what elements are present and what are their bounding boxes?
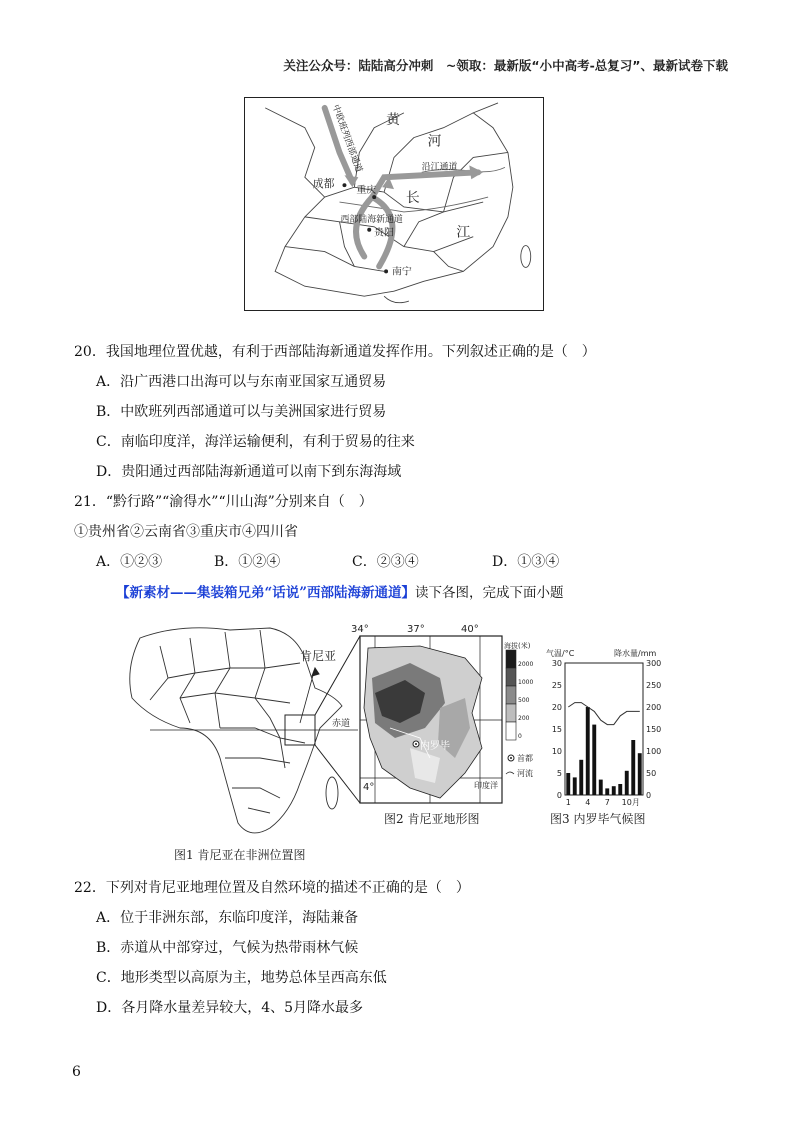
- elev-500: 500: [518, 697, 530, 704]
- elev-200: 200: [518, 715, 530, 722]
- label-guiyang: 贵阳: [374, 227, 394, 239]
- q20-option-d[interactable]: D．贵阳通过西部陆海新通道可以南下到东海海域: [96, 464, 402, 480]
- month-tick: 7: [604, 798, 610, 807]
- q22-stem: 22．下列对肯尼亚地理位置及自然环境的描述不正确的是（ ）: [74, 880, 470, 896]
- precip-bar-6: [599, 780, 603, 795]
- elev-1000: 1000: [518, 679, 534, 686]
- precip-axis-title: 降水量/mm: [614, 649, 657, 658]
- legend-capital: 首都: [517, 754, 533, 763]
- lat-4: 4°: [363, 782, 375, 793]
- equator-label: 赤道: [332, 719, 351, 729]
- q20-option-c[interactable]: C．南临印度洋，海洋运输便利，有利于贸易的往来: [96, 434, 415, 450]
- q21-stem: 21．“黔行路”“渝得水”“川山海”分别来自（ ）: [74, 494, 373, 510]
- temperature-line: [568, 703, 640, 725]
- q21-options: [96, 552, 596, 572]
- label-jiang: 江: [456, 224, 471, 241]
- temp-tick: 20: [551, 703, 562, 712]
- kenya-label: 肯尼亚: [300, 649, 337, 663]
- precip-tick: 0: [646, 791, 652, 800]
- legend-river: 河流: [517, 769, 533, 778]
- precip-bar-3: [579, 760, 583, 795]
- page-header: 关注公众号：陆陆高分冲刺 ~领取：最新版“小中高考-总复习”、最新试卷下载: [283, 58, 728, 73]
- fig2-caption: 图2 肯尼亚地形图: [384, 812, 480, 826]
- q21-option-a[interactable]: A．①②③: [96, 554, 163, 570]
- lon-40: 40°: [461, 624, 479, 635]
- q20-option-a[interactable]: A．沿广西港口出海可以与东南亚国家互通贸易: [96, 374, 387, 390]
- material-intro: [116, 583, 564, 603]
- precip-tick: 100: [646, 747, 662, 756]
- precip-tick: 200: [646, 703, 662, 712]
- q22-option-d[interactable]: D．各月降水量差异较大，4、5月降水最多: [96, 1000, 364, 1016]
- label-yanjiang: 沿江通道: [421, 162, 458, 173]
- lon-37: 37°: [407, 624, 425, 635]
- ocean-label: 印度洋: [474, 781, 498, 790]
- label-chang: 长: [405, 190, 420, 207]
- kenya-terrain-map: [351, 624, 533, 803]
- precip-bar-9: [618, 784, 622, 795]
- elev-title: 海拔(米): [504, 642, 531, 650]
- material-title: 【新素材——集装箱兄弟“话说”西部陆海新通道】: [116, 585, 416, 601]
- elev-2000: 2000: [518, 661, 534, 668]
- q21-option-d[interactable]: D．①③④: [492, 554, 560, 570]
- q20-option-b[interactable]: B．中欧班列西部通道可以与美洲国家进行贸易: [96, 404, 387, 420]
- nairobi-climate-chart: [546, 648, 661, 807]
- label-chengdu: 成都: [312, 177, 335, 191]
- q22-option-b[interactable]: B．赤道从中部穿过，气候为热带雨林气候: [96, 940, 359, 956]
- month-tick: 1: [565, 798, 571, 807]
- page-number: 6: [72, 1064, 81, 1080]
- label-huang: 黄: [386, 111, 400, 128]
- q20-stem: 20．我国地理位置优越，有利于西部陆海新通道发挥作用。下列叙述正确的是（ ）: [74, 344, 596, 360]
- temp-tick: 10: [551, 747, 562, 756]
- fig3-caption: 图3 内罗毕气候图: [550, 812, 646, 826]
- month-tick: 10月: [621, 798, 640, 807]
- material-instruction: 读下各图，完成下面小题: [415, 585, 564, 601]
- fig1-caption: 图1 肯尼亚在非洲位置图: [174, 848, 306, 862]
- precip-bar-4: [586, 707, 590, 795]
- label-nanning: 南宁: [392, 266, 412, 278]
- china-corridor-map: [244, 97, 544, 311]
- nairobi-label: 内罗毕: [420, 741, 450, 752]
- q21-option-b[interactable]: B．①②④: [214, 554, 281, 570]
- precip-bar-1: [566, 773, 570, 795]
- q21-conditions: ①贵州省②云南省③重庆市④四川省: [74, 524, 298, 540]
- q22-option-c[interactable]: C．地形类型以高原为主，地势总体呈西高东低: [96, 970, 387, 986]
- label-he: 河: [427, 133, 442, 150]
- q21-option-c[interactable]: C．②③④: [352, 554, 419, 570]
- label-zhongou: 中欧班列西部通道: [329, 103, 364, 174]
- temp-tick: 5: [556, 769, 562, 778]
- precip-bar-7: [605, 788, 609, 795]
- precip-bar-10: [625, 771, 629, 795]
- temp-tick: 15: [551, 725, 562, 734]
- precip-bar-12: [638, 753, 642, 795]
- precip-tick: 50: [646, 769, 657, 778]
- temp-tick: 25: [551, 681, 562, 690]
- precip-bar-8: [612, 786, 616, 795]
- temp-axis-title: 气温/°C: [546, 649, 575, 658]
- q22-option-a[interactable]: A．位于非洲东部，东临印度洋，海陆兼备: [96, 910, 359, 926]
- temp-tick: 0: [556, 791, 562, 800]
- precip-tick: 150: [646, 725, 662, 734]
- precip-bar-5: [592, 725, 596, 795]
- label-xibu: 西部陆海新通道: [340, 214, 403, 225]
- precip-bar-2: [573, 777, 577, 795]
- precip-tick: 300: [646, 659, 662, 668]
- elev-0: 0: [518, 733, 522, 740]
- kenya-figures: [120, 618, 680, 866]
- temp-tick: 30: [551, 659, 562, 668]
- lon-34: 34°: [351, 624, 369, 635]
- label-chongqing: 重庆: [356, 185, 377, 197]
- precip-bar-11: [631, 740, 635, 795]
- month-tick: 4: [585, 798, 591, 807]
- precip-tick: 250: [646, 681, 662, 690]
